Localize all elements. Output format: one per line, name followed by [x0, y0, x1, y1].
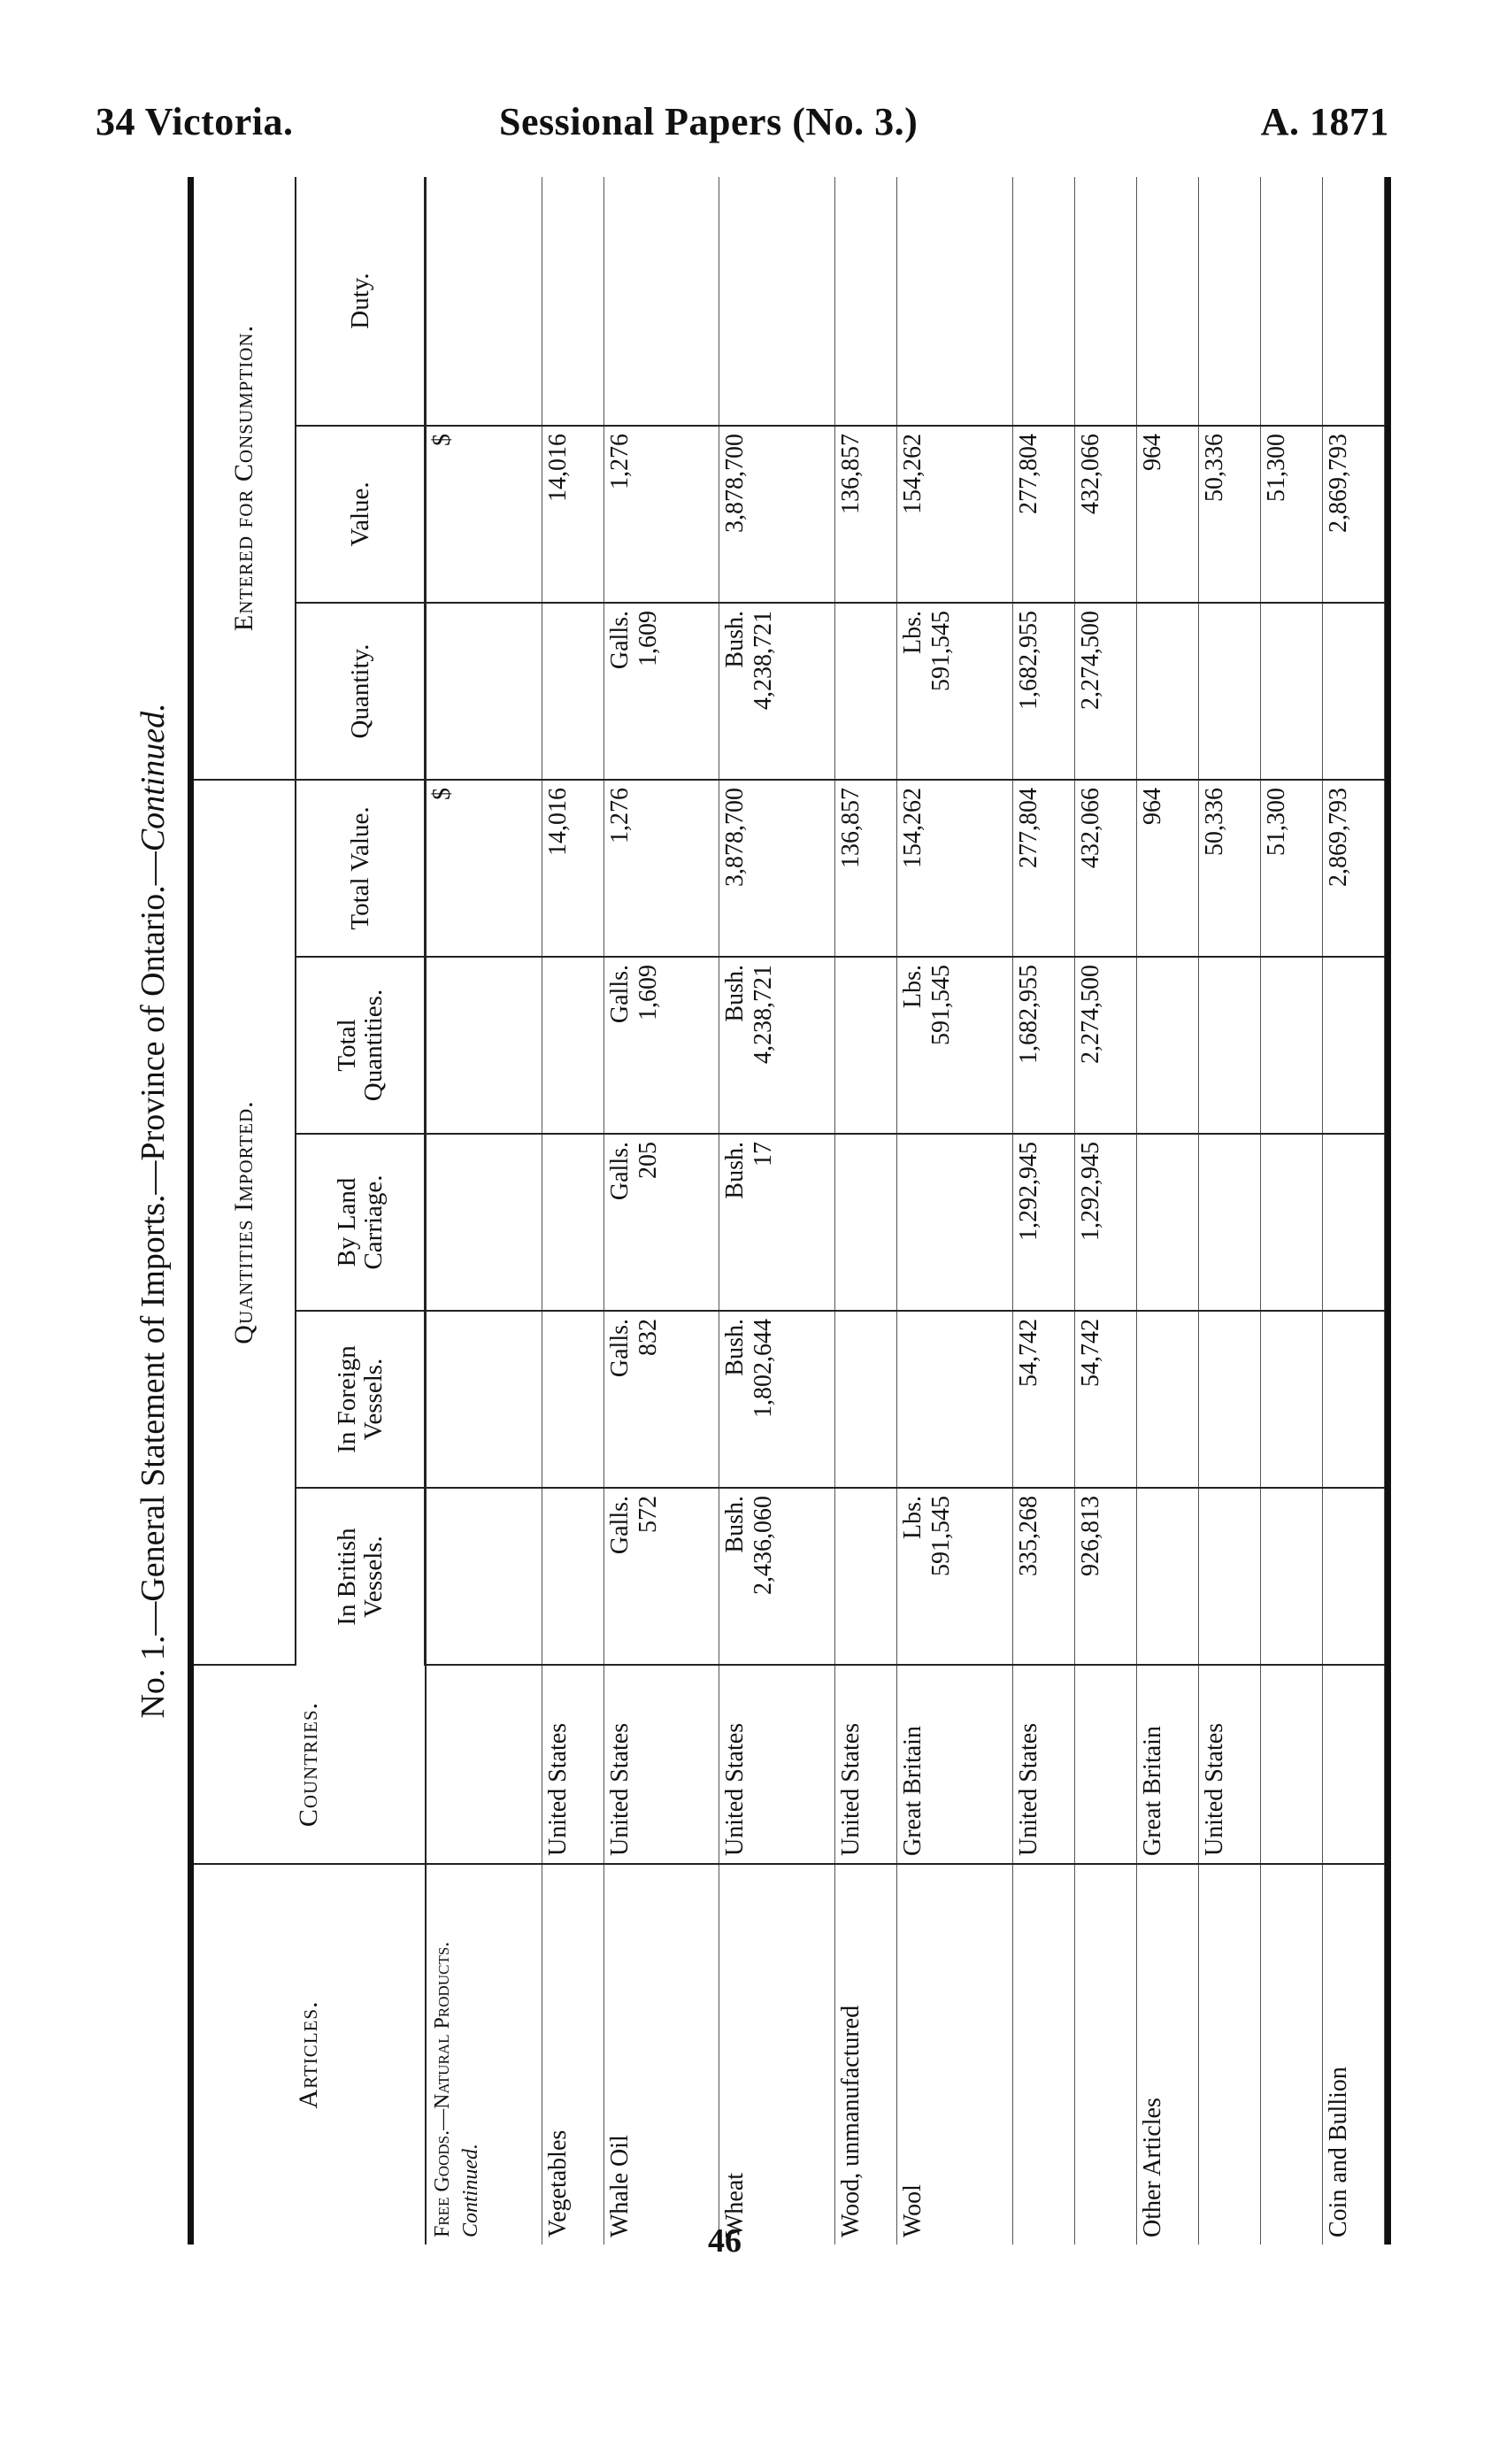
- total-qty-cell: [719, 957, 835, 1134]
- imports-table: [194, 177, 1385, 2245]
- quantity-cell: [1322, 603, 1384, 780]
- cell-value: 1,276: [605, 788, 634, 843]
- section-label-cell: [426, 1864, 542, 2245]
- duty-cell: [1136, 177, 1198, 426]
- duty-cell: [603, 177, 719, 426]
- total-value-cell: [1012, 780, 1074, 957]
- article-cell: [1260, 1864, 1322, 2245]
- country-cell: [1322, 1665, 1384, 1864]
- foreign-cell: [1012, 1311, 1074, 1488]
- article-cell: Wheat: [719, 1864, 835, 2245]
- land-cell: [1260, 1134, 1322, 1311]
- entered-for-consumption-header: Entered for Consumption.: [194, 177, 296, 780]
- duty-cell: [1012, 177, 1074, 426]
- cell-value: 2,869,793: [1324, 434, 1352, 533]
- quantity-cell: [542, 603, 603, 780]
- cell-value: 14,016: [543, 788, 572, 856]
- duty-cell: [542, 177, 603, 426]
- country-cell: United States: [1198, 1665, 1260, 1864]
- unit-label: Bush.: [721, 1496, 750, 1553]
- foreign-cell: [1074, 1311, 1136, 1488]
- cell-value: 4,238,721: [750, 965, 778, 1064]
- land-cell: [542, 1134, 603, 1311]
- page-number: 46: [708, 2222, 742, 2260]
- total-value-header: Total Value.: [296, 780, 426, 957]
- article-cell: Coin and Bullion: [1322, 1864, 1384, 2245]
- country-cell: United States: [834, 1665, 896, 1864]
- cell-value: 1,609: [634, 611, 662, 666]
- article-cell: Vegetables: [542, 1864, 603, 2245]
- country-cell: United States: [542, 1665, 603, 1864]
- quantity-cell: [1260, 603, 1322, 780]
- article-cell: Wood, unmanufactured: [834, 1864, 896, 2245]
- total-value-cell: [1074, 780, 1136, 957]
- foreign-cell: [603, 1311, 719, 1488]
- foreign-cell: [896, 1311, 1012, 1488]
- unit-label: Lbs.: [898, 1496, 926, 1539]
- foreign-cell: [542, 1311, 603, 1488]
- unit-label: Galls.: [605, 611, 634, 670]
- cell-value: 1,682,955: [1014, 611, 1042, 710]
- total-qty-cell: [1322, 957, 1384, 1134]
- total-value-cell: [542, 780, 603, 957]
- cell-value: 1,682,955: [1014, 965, 1042, 1064]
- foreign-cell: [719, 1311, 835, 1488]
- value-cell: [1074, 426, 1136, 603]
- section-row: [426, 177, 542, 2245]
- quantity-cell: [1136, 603, 1198, 780]
- dollar-sign-value: $: [426, 426, 542, 603]
- unit-label: Galls.: [605, 1142, 634, 1201]
- title-continued: Continued.: [135, 703, 172, 852]
- quantity-cell: [1012, 603, 1074, 780]
- cell-value: 54,742: [1076, 1319, 1104, 1387]
- land-cell: [719, 1134, 835, 1311]
- quantity-cell: [834, 603, 896, 780]
- title-main: No. 1.—General Statement of Imports.—Province of Ontario.—: [135, 851, 172, 1719]
- cell-value: 335,268: [1014, 1496, 1042, 1576]
- total-qty-cell: [896, 957, 1012, 1134]
- unit-label: Bush.: [721, 1142, 750, 1199]
- cell-value: 591,545: [926, 611, 955, 691]
- cell-value: 3,878,700: [721, 788, 750, 887]
- british-cell: [834, 1488, 896, 1665]
- header-year: A. 1871: [1260, 100, 1389, 143]
- header-session: 34 Victoria.: [96, 100, 294, 143]
- land-cell: [603, 1134, 719, 1311]
- cell-value: 1,802,644: [750, 1319, 778, 1418]
- total-qty-cell: [834, 957, 896, 1134]
- rotated-table-page: [133, 177, 1398, 2245]
- article-cell: [1198, 1864, 1260, 2245]
- land-cell: [1074, 1134, 1136, 1311]
- country-cell: United States: [719, 1665, 835, 1864]
- cell-value: 277,804: [1014, 434, 1042, 514]
- total-value-cell: [1198, 780, 1260, 957]
- british-cell: [1198, 1488, 1260, 1665]
- unit-label: Bush.: [721, 611, 750, 668]
- article-cell: [1074, 1864, 1136, 2245]
- cell-value: 432,066: [1076, 788, 1104, 868]
- british-cell: [1074, 1488, 1136, 1665]
- cell-value: 277,804: [1014, 788, 1042, 868]
- value-cell: [896, 426, 1012, 603]
- cell-value: 572: [634, 1496, 662, 1533]
- unit-label: Galls.: [605, 1496, 634, 1555]
- value-cell: [834, 426, 896, 603]
- header-title: Sessional Papers (No. 3.): [499, 100, 919, 143]
- quantity-cell: [603, 603, 719, 780]
- cell-value: 136,857: [836, 788, 865, 868]
- quantity-cell: [719, 603, 835, 780]
- total-qty-cell: [1260, 957, 1322, 1134]
- unit-label: Bush.: [721, 965, 750, 1022]
- total-value-cell: [1136, 780, 1198, 957]
- unit-label: Lbs.: [898, 611, 926, 654]
- value-cell: [1012, 426, 1074, 603]
- british-cell: [1136, 1488, 1198, 1665]
- section-continued: Continued.: [458, 2144, 482, 2237]
- article-cell: [1012, 1864, 1074, 2245]
- cell-value: 964: [1138, 788, 1166, 825]
- land-cell: [834, 1134, 896, 1311]
- cell-value: 4,238,721: [750, 611, 778, 710]
- table-row: [1012, 177, 1074, 2245]
- foreign-vessels-header: In Foreign Vessels.: [296, 1311, 426, 1488]
- value-cell: [1136, 426, 1198, 603]
- country-cell: United States: [1012, 1665, 1074, 1864]
- value-cell: [1322, 426, 1384, 603]
- articles-header: Articles.: [194, 1864, 426, 2245]
- total-value-cell: [603, 780, 719, 957]
- land-cell: [1322, 1134, 1384, 1311]
- quantity-cell: [896, 603, 1012, 780]
- article-cell: Other Articles: [1136, 1864, 1198, 2245]
- total-qty-cell: [1198, 957, 1260, 1134]
- cell-value: 432,066: [1076, 434, 1104, 514]
- table-row: [603, 177, 719, 2245]
- foreign-cell: [1136, 1311, 1198, 1488]
- table-row: [896, 177, 1012, 2245]
- table-row: [719, 177, 835, 2245]
- british-cell: [1012, 1488, 1074, 1665]
- cell-value: 2,869,793: [1324, 788, 1352, 887]
- total-qty-cell: [1012, 957, 1074, 1134]
- value-cell: [719, 426, 835, 603]
- cell-value: 205: [634, 1142, 662, 1179]
- document-title: [133, 177, 173, 2245]
- cell-value: 2,436,060: [750, 1496, 778, 1595]
- imports-table-frame: [188, 177, 1391, 2245]
- quantities-imported-header: Quantities Imported.: [194, 780, 296, 1665]
- total-qty-cell: [603, 957, 719, 1134]
- foreign-cell: [1322, 1311, 1384, 1488]
- total-value-cell: [719, 780, 835, 957]
- value-cell: [542, 426, 603, 603]
- countries-header: Countries.: [194, 1665, 426, 1864]
- cell-value: 1,609: [634, 965, 662, 1020]
- table-row: [1074, 177, 1136, 2245]
- cell-value: 17: [750, 1142, 778, 1167]
- land-cell: [896, 1134, 1012, 1311]
- table-row: [1260, 177, 1322, 2245]
- cell-value: 50,336: [1200, 434, 1228, 502]
- article-cell: Wool: [896, 1864, 1012, 2245]
- country-cell: [1074, 1665, 1136, 1864]
- total-value-cell: [1260, 780, 1322, 957]
- duty-cell: [1322, 177, 1384, 426]
- cell-value: 136,857: [836, 434, 865, 514]
- total-value-cell: [1322, 780, 1384, 957]
- british-cell: [542, 1488, 603, 1665]
- cell-value: 54,742: [1014, 1319, 1042, 1387]
- cell-value: 1,292,945: [1076, 1142, 1104, 1241]
- british-cell: [1260, 1488, 1322, 1665]
- cell-value: 2,274,500: [1076, 965, 1104, 1064]
- unit-label: Lbs.: [898, 965, 926, 1008]
- duty-cell: [1074, 177, 1136, 426]
- british-cell: [603, 1488, 719, 1665]
- cell-value: 1,276: [605, 434, 634, 489]
- country-cell: United States: [603, 1665, 719, 1864]
- dollar-sign-total: $: [426, 780, 542, 957]
- total-qty-cell: [1074, 957, 1136, 1134]
- table-row: [1136, 177, 1198, 2245]
- value-cell: [603, 426, 719, 603]
- country-cell: Great Britain: [1136, 1665, 1198, 1864]
- value-cell: [1198, 426, 1260, 603]
- cell-value: 51,300: [1262, 788, 1290, 856]
- cell-value: 154,262: [898, 434, 926, 514]
- cell-value: 1,292,945: [1014, 1142, 1042, 1241]
- british-vessels-header: In British Vessels.: [296, 1488, 426, 1665]
- cell-value: 591,545: [926, 965, 955, 1045]
- cell-value: 50,336: [1200, 788, 1228, 856]
- foreign-cell: [834, 1311, 896, 1488]
- unit-label: Bush.: [721, 1319, 750, 1376]
- duty-cell: [1260, 177, 1322, 426]
- country-cell: Great Britain: [896, 1665, 1012, 1864]
- cell-value: 832: [634, 1319, 662, 1356]
- cell-value: 14,016: [543, 434, 572, 502]
- british-cell: [719, 1488, 835, 1665]
- total-value-cell: [834, 780, 896, 957]
- foreign-cell: [1198, 1311, 1260, 1488]
- land-carriage-header: By Land Carriage.: [296, 1134, 426, 1311]
- land-cell: [1136, 1134, 1198, 1311]
- total-qty-cell: [1136, 957, 1198, 1134]
- british-cell: [1322, 1488, 1384, 1665]
- total-qty-cell: [542, 957, 603, 1134]
- section-label: Free Goods.—Natural Products.: [430, 1941, 454, 2237]
- country-cell: [1260, 1665, 1322, 1864]
- duty-header: Duty.: [296, 177, 426, 426]
- unit-label: Galls.: [605, 1319, 634, 1378]
- cell-value: 926,813: [1076, 1496, 1104, 1576]
- cell-value: 2,274,500: [1076, 611, 1104, 710]
- duty-cell: [834, 177, 896, 426]
- duty-cell: [1198, 177, 1260, 426]
- table-row: [1198, 177, 1260, 2245]
- cell-value: 51,300: [1262, 434, 1290, 502]
- foreign-cell: [1260, 1311, 1322, 1488]
- cell-value: 154,262: [898, 788, 926, 868]
- table-row: [542, 177, 603, 2245]
- article-cell: Whale Oil: [603, 1864, 719, 2245]
- cell-value: 591,545: [926, 1496, 955, 1576]
- table-row: [834, 177, 896, 2245]
- quantity-cell: [1198, 603, 1260, 780]
- land-cell: [1198, 1134, 1260, 1311]
- table-row: [1322, 177, 1384, 2245]
- value-header: Value.: [296, 426, 426, 603]
- unit-label: Galls.: [605, 965, 634, 1024]
- british-cell: [896, 1488, 1012, 1665]
- land-cell: [1012, 1134, 1074, 1311]
- quantity-cell: [1074, 603, 1136, 780]
- duty-cell: [719, 177, 835, 426]
- imports-table-body: [426, 177, 1385, 2245]
- cell-value: 964: [1138, 434, 1166, 471]
- duty-cell: [896, 177, 1012, 426]
- total-value-cell: [896, 780, 1012, 957]
- total-quantities-header: Total Quantities.: [296, 957, 426, 1134]
- quantity-header: Quantity.: [296, 603, 426, 780]
- cell-value: 3,878,700: [721, 434, 750, 533]
- value-cell: [1260, 426, 1322, 603]
